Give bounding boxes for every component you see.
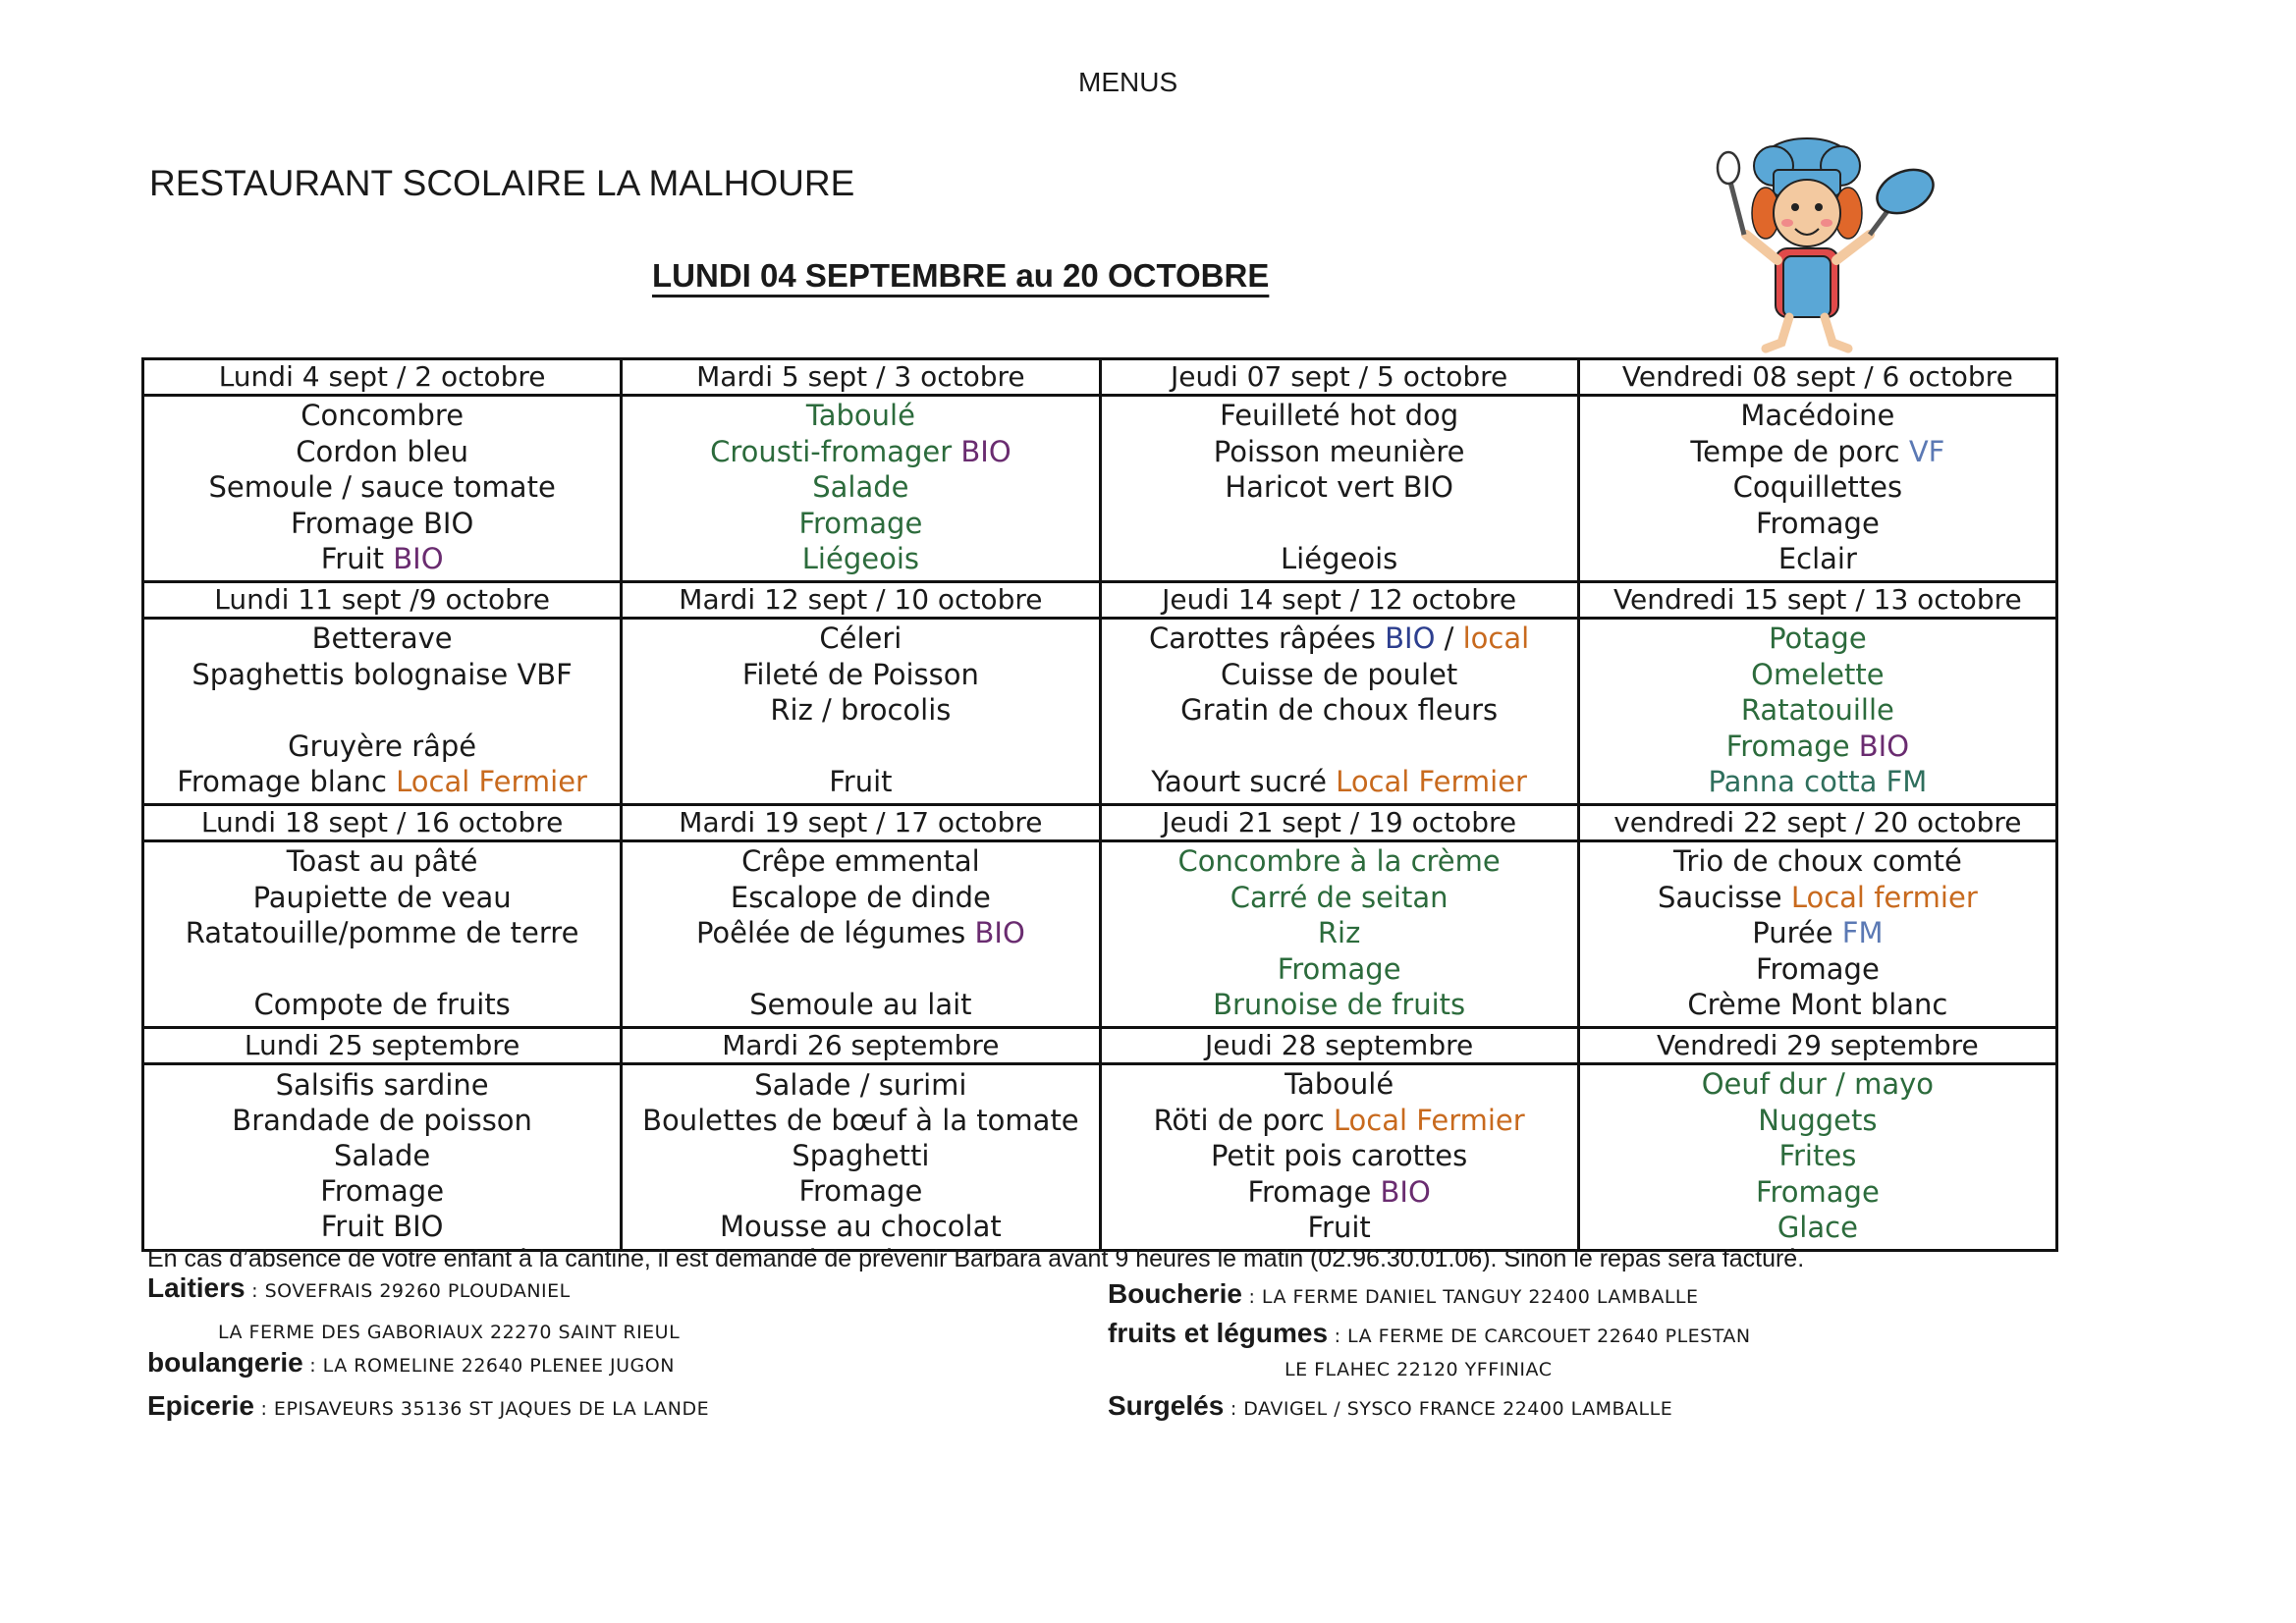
menu-item-label: Saucisse: [1657, 880, 1791, 914]
menu-item-label-orange: Local Fermier: [396, 765, 587, 798]
day-menu: [622, 1064, 1100, 1251]
supplier-category: Surgelés: [1108, 1390, 1225, 1421]
menu-item-label-green: Brunoise de fruits: [1213, 988, 1466, 1021]
day-header: Vendredi 08 sept / 6 octobre: [1578, 359, 2056, 396]
menu-item: [1102, 952, 1577, 986]
menu-item-label-lblue: FM: [1841, 916, 1884, 949]
menu-item-label: Taboulé: [1285, 1067, 1394, 1101]
menu-item-label: Coquillettes: [1732, 470, 1903, 504]
day-header: vendredi 22 sept / 20 octobre: [1578, 805, 2056, 841]
day-header: Lundi 25 septembre: [143, 1028, 622, 1064]
menu-item-label-purple: BIO: [974, 916, 1025, 949]
menu-item-label-green: Nuggets: [1758, 1103, 1878, 1137]
menu-item: [1580, 622, 2055, 655]
menu-item-label: Compote de fruits: [253, 988, 511, 1021]
day-header: Vendredi 15 sept / 13 octobre: [1578, 582, 2056, 619]
menu-item-label: Carottes râpées: [1149, 622, 1386, 655]
day-header: Lundi 11 sept /9 octobre: [143, 582, 622, 619]
day-menu: [1100, 841, 1578, 1028]
menu-item-label-green: Ratatouille: [1740, 693, 1894, 727]
menu-item-label: Ratatouille/pomme de terre: [185, 916, 579, 949]
menu-item: [1102, 844, 1577, 878]
menu-item: [1580, 435, 2055, 468]
day-menu: [622, 396, 1100, 582]
day-header: Mardi 12 sept / 10 octobre: [622, 582, 1100, 619]
supplier-category: Epicerie: [147, 1390, 254, 1421]
menu-item: [144, 1209, 620, 1244]
menu-item: [144, 507, 620, 540]
week-header-row: [143, 359, 2057, 396]
day-menu: [622, 841, 1100, 1028]
menu-item-label: Salade / surimi: [754, 1068, 967, 1102]
supplier-detail: : EPISAVEURS 35136 ST JAQUES DE LA LANDE: [253, 1398, 710, 1420]
menu-item-label: Toast au pâté: [286, 844, 478, 878]
menu-item: [623, 988, 1098, 1021]
menu-item-label-green: Taboulé: [805, 399, 915, 432]
menu-item-label: Fileté de Poisson: [741, 657, 979, 691]
menu-item: [1102, 622, 1577, 655]
menu-item: [623, 507, 1098, 540]
menu-item: [623, 399, 1098, 432]
menu-item: [623, 916, 1098, 949]
menu-item: [623, 622, 1098, 655]
menu-item-label-purple: BIO: [1380, 1174, 1431, 1209]
menu-period: LUNDI 04 SEPTEMBRE au 20 OCTOBRE: [652, 257, 1270, 294]
supplier-category: boulangerie: [147, 1347, 303, 1378]
menu-item-label-green: Riz: [1317, 916, 1361, 949]
absence-notice: En cas d’absence de votre enfant à la cantine, il est demandé de prévenir Barbara avant 9 heures le matin (02.96.30.01.06). Sinon le repas sera facturé.: [147, 1245, 1805, 1272]
menu-item: [1102, 658, 1577, 691]
menu-item-label: Tempe de porc: [1690, 434, 1909, 468]
menu-item: [1580, 470, 2055, 504]
menu-item-label-orange: Local Fermier: [1333, 1103, 1525, 1137]
day-menu: [143, 396, 622, 582]
menu-item: [144, 399, 620, 432]
menu-item: [1580, 730, 2055, 763]
menu-item: [623, 881, 1098, 914]
supplier-category: fruits et légumes: [1108, 1318, 1329, 1348]
week-header-row: [143, 1028, 2057, 1064]
menu-item: [1102, 1139, 1577, 1172]
menu-item: [1580, 844, 2055, 878]
supplier-detail: : DAVIGEL / SYSCO FRANCE 22400 LAMBALLE: [1224, 1398, 1673, 1420]
menu-item: [1580, 542, 2055, 575]
supplier-laitiers: [147, 1272, 571, 1304]
day-menu: [143, 841, 622, 1028]
menu-item-label: Salsifis sardine: [275, 1068, 489, 1102]
menu-item-label-lblue: VF: [1908, 434, 1945, 468]
menu-item: [623, 470, 1098, 504]
menu-item: [144, 1067, 620, 1103]
supplier-detail: LE FLAHEC 22120 YFFINIAC: [1285, 1359, 1553, 1380]
menu-item-label: Eclair: [1777, 542, 1857, 575]
menu-item: [623, 844, 1098, 878]
supplier-category: Boucherie: [1108, 1278, 1242, 1309]
menu-item-label: Fruit: [1307, 1211, 1371, 1244]
supplier-fruits-legumes: [1108, 1318, 1751, 1349]
menu-item-label-green: Crousti-fromager: [710, 434, 961, 468]
menu-item-label: /: [1435, 622, 1463, 655]
menu-item: [144, 1138, 620, 1173]
menu-item: [1580, 1104, 2055, 1137]
menu-item-label: Betterave: [311, 622, 453, 655]
menu-item-label: Fromage: [798, 1174, 923, 1208]
menu-item-label: Cordon bleu: [296, 434, 469, 468]
day-header: Mardi 19 sept / 17 octobre: [622, 805, 1100, 841]
menu-item-label-green: Fromage: [1755, 1174, 1880, 1209]
menu-item: [1102, 693, 1577, 727]
menu-item-label: Fruit BIO: [320, 1210, 444, 1243]
menu-item: [1580, 399, 2055, 432]
day-menu: [1578, 619, 2056, 805]
supplier-laitiers-extra: [218, 1322, 680, 1343]
menu-item-label: Gruyère râpé: [288, 729, 477, 763]
menu-item-label: Escalope de dinde: [730, 880, 991, 914]
menu-item-label: Céleri: [819, 622, 902, 655]
menu-item: [1580, 1139, 2055, 1172]
menu-item: [1580, 881, 2055, 914]
menu-item: [623, 1138, 1098, 1173]
week-menu-row: [143, 619, 2057, 805]
day-menu: [1578, 1064, 2056, 1251]
menu-item-label-green: Liégeois: [801, 542, 919, 575]
menu-item: [144, 435, 620, 468]
menu-item: [1580, 988, 2055, 1021]
menu-item: [623, 765, 1098, 798]
week-menu-row: [143, 841, 2057, 1028]
menu-item: [1580, 1211, 2055, 1244]
menu-item-label: Boulettes de bœuf à la tomate: [642, 1104, 1079, 1137]
menu-item: [144, 765, 620, 798]
saucepan-icon: [1870, 161, 1941, 235]
day-menu: [1100, 1064, 1578, 1251]
day-menu: [1578, 396, 2056, 582]
menu-item: [1102, 470, 1577, 504]
menu-item-label: Spaghettis bolognaise VBF: [191, 657, 573, 691]
menu-item-label: Feuilleté hot dog: [1220, 399, 1459, 432]
menu-item-label-purple: BIO: [1858, 729, 1910, 763]
day-header: Lundi 4 sept / 2 octobre: [143, 359, 622, 396]
menu-item: [1102, 916, 1577, 949]
week-menu-row: [143, 1064, 2057, 1251]
menu-item-label: Purée: [1752, 916, 1842, 949]
supplier-detail: : LA FERME DANIEL TANGUY 22400 LAMBALLE: [1241, 1286, 1699, 1308]
menu-item-label: Fruit: [320, 542, 394, 575]
menu-item: [1580, 693, 2055, 727]
chef-cartoon-icon: [1660, 133, 1974, 358]
week-header-row: [143, 582, 2057, 619]
menu-item-label: Fruit: [829, 765, 893, 798]
menu-item-label: Röti de porc: [1153, 1103, 1334, 1137]
menu-item-label: Salade: [333, 1139, 431, 1172]
menu-item-label-green: Fromage: [1277, 951, 1401, 986]
menu-item: [1580, 507, 2055, 540]
menu-item-label-orange: local: [1462, 622, 1530, 655]
menu-item-label: Gratin de choux fleurs: [1180, 693, 1499, 727]
menu-item-label: Semoule / sauce tomate: [208, 470, 556, 504]
menu-item-label: Crêpe emmental: [741, 844, 980, 878]
menu-item-label: Haricot vert BIO: [1225, 470, 1453, 504]
menu-item-label: Fromage: [1247, 1174, 1381, 1209]
supplier-fruits-legumes-extra: [1285, 1359, 1552, 1380]
menu-item-label-green: Fromage: [798, 506, 923, 540]
menu-item-label-purple: BIO: [960, 434, 1011, 468]
menu-item-label: Poêlée de légumes: [695, 916, 975, 949]
menu-item-label-green: Carré de seitan: [1230, 880, 1449, 914]
menu-item-label: Crème Mont blanc: [1687, 988, 1948, 1021]
menu-item: [144, 1173, 620, 1209]
menu-item: [1102, 1067, 1577, 1101]
menu-item-label-green: Concombre à la crème: [1177, 844, 1501, 878]
menu-item-label: Fromage blanc: [177, 765, 397, 798]
chef-face: [1774, 180, 1840, 246]
day-header: Jeudi 28 septembre: [1100, 1028, 1578, 1064]
menu-item: [623, 1067, 1098, 1103]
menu-item-label-teal: Panna cotta FM: [1708, 765, 1928, 798]
menu-item-label: Poisson meunière: [1213, 434, 1465, 468]
menu-item: [1102, 435, 1577, 468]
menu-item-label-green: Potage: [1769, 622, 1867, 655]
menu-item: [1102, 765, 1577, 798]
menu-item-label: Liégeois: [1281, 542, 1398, 575]
menu-item: [144, 470, 620, 504]
menu-item-label: Cuisse de poulet: [1221, 657, 1458, 691]
supplier-detail: : LA FERME DE CARCOUET 22640 PLESTAN: [1328, 1325, 1751, 1347]
menu-item: [1580, 916, 2055, 949]
menu-item-label: Fromage BIO: [290, 506, 474, 540]
menu-item-label: Paupiette de veau: [252, 880, 512, 914]
day-menu: [143, 619, 622, 805]
supplier-surgeles: [1108, 1390, 1672, 1422]
menu-item: [144, 916, 620, 949]
menu-item: [623, 1209, 1098, 1244]
day-header: Jeudi 14 sept / 12 octobre: [1100, 582, 1578, 619]
menu-item-label: Fromage: [1755, 951, 1880, 986]
spoon-icon: [1718, 152, 1744, 235]
menu-item: [623, 542, 1098, 575]
menu-item-label-green: Oeuf dur / mayo: [1701, 1067, 1935, 1101]
day-header: Vendredi 29 septembre: [1578, 1028, 2056, 1064]
menu-item-label-blue: BIO: [1385, 622, 1436, 655]
menu-item: [1102, 1175, 1577, 1209]
day-menu: [622, 619, 1100, 805]
menu-item: [623, 658, 1098, 691]
menu-item-label-green: Salade: [812, 470, 909, 504]
menu-item: [144, 542, 620, 575]
week-menu-row: [143, 396, 2057, 582]
menu-item: [1102, 1211, 1577, 1244]
menu-item: [1102, 1104, 1577, 1137]
menu-item: [623, 693, 1098, 727]
menu-item: [144, 988, 620, 1021]
menu-item-label-green: Fromage: [1725, 729, 1859, 763]
menu-item-label: Spaghetti: [792, 1139, 930, 1172]
menu-table: [141, 357, 2058, 1252]
menu-item-label: Riz / brocolis: [770, 693, 952, 727]
day-header: Lundi 18 sept / 16 octobre: [143, 805, 622, 841]
day-header: Jeudi 21 sept / 19 octobre: [1100, 805, 1578, 841]
supplier-boucherie: [1108, 1278, 1699, 1310]
menu-item-label-orange: Local Fermier: [1336, 765, 1527, 798]
menu-item: [1580, 1067, 2055, 1101]
menu-item: [1102, 988, 1577, 1021]
menu-item-label: Macédoine: [1740, 399, 1895, 432]
menu-item-label: Concombre: [301, 399, 465, 432]
document-title: MENUS: [1078, 67, 1178, 97]
menu-item-label: Semoule au lait: [749, 988, 972, 1021]
day-header: Mardi 5 sept / 3 octobre: [622, 359, 1100, 396]
menu-item-label-green: Omelette: [1751, 657, 1885, 691]
menu-item-label-orange: Local fermier: [1790, 880, 1978, 914]
menu-item-label: Petit pois carottes: [1210, 1139, 1468, 1172]
menu-item: [1580, 765, 2055, 798]
day-header: Mardi 26 septembre: [622, 1028, 1100, 1064]
supplier-detail: : SOVEFRAIS 29260 PLOUDANIEL: [245, 1280, 571, 1302]
menu-item-label-purple: BIO: [393, 542, 444, 575]
supplier-detail: : LA ROMELINE 22640 PLENEE JUGON: [302, 1355, 675, 1377]
menu-item: [623, 435, 1098, 468]
day-header: Jeudi 07 sept / 5 octobre: [1100, 359, 1578, 396]
supplier-detail: LA FERME DES GABORIAUX 22270 SAINT RIEUL: [218, 1322, 681, 1343]
menu-item-label: Trio de choux comté: [1672, 844, 1962, 878]
supplier-category: Laitiers: [147, 1272, 246, 1303]
menu-item: [1580, 658, 2055, 691]
menu-item-label: Fromage: [1755, 506, 1880, 540]
day-menu: [1578, 841, 2056, 1028]
menu-item: [623, 1103, 1098, 1138]
menu-item: [144, 730, 620, 763]
menu-item-label: Brandade de poisson: [232, 1104, 532, 1137]
menu-item: [144, 1103, 620, 1138]
menu-item: [1102, 881, 1577, 914]
menu-item: [1102, 399, 1577, 432]
menu-item: [144, 844, 620, 878]
restaurant-name: RESTAURANT SCOLAIRE LA MALHOURE: [149, 163, 855, 203]
menu-item: [144, 881, 620, 914]
day-menu: [1100, 396, 1578, 582]
menu-item: [1580, 1175, 2055, 1209]
menu-item-label: Yaourt sucré: [1151, 765, 1337, 798]
menu-item-label-green: Frites: [1778, 1139, 1857, 1172]
menu-item: [623, 1173, 1098, 1209]
menu-item: [144, 622, 620, 655]
menu-item: [1102, 542, 1577, 575]
day-menu: [1100, 619, 1578, 805]
supplier-epicerie: [147, 1390, 709, 1422]
menu-item-label-green: Glace: [1777, 1211, 1858, 1244]
menu-item-label: Mousse au chocolat: [720, 1210, 1002, 1243]
day-menu: [143, 1064, 622, 1251]
menu-item: [1580, 952, 2055, 986]
supplier-boulangerie: [147, 1347, 675, 1379]
menu-item-label: Fromage: [320, 1174, 445, 1208]
menu-item: [144, 658, 620, 691]
week-header-row: [143, 805, 2057, 841]
